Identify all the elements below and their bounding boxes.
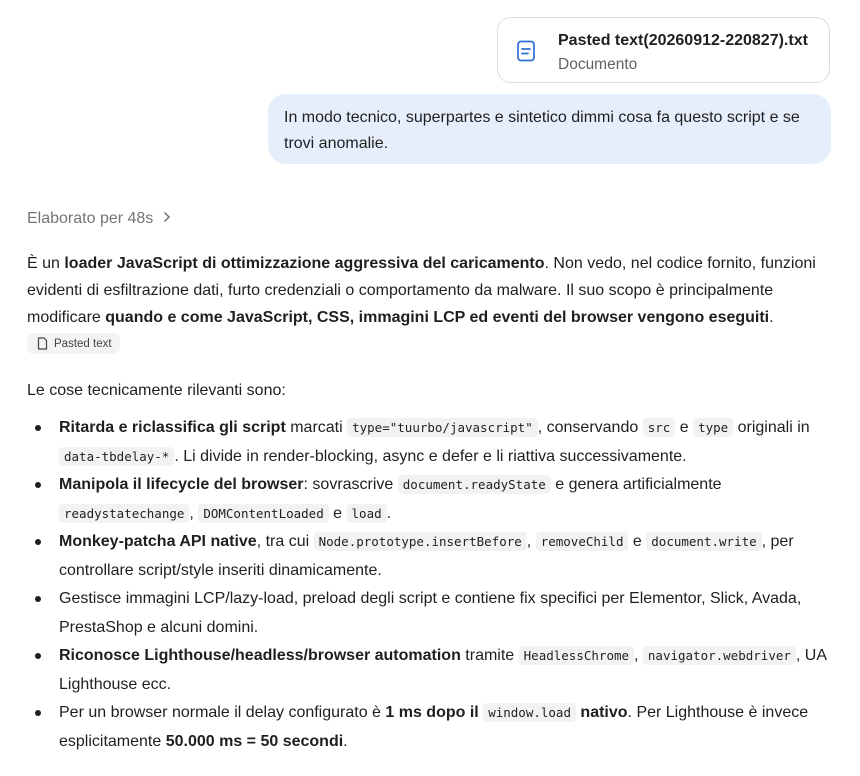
bold-text: 50.000 ms = 50 secondi [165, 732, 344, 750]
code-snippet: data-tbdelay-* [59, 447, 174, 466]
text: È un [27, 255, 65, 272]
text: , [526, 533, 536, 550]
thinking-toggle[interactable] [27, 210, 171, 228]
citation-chip[interactable] [27, 333, 120, 354]
code-snippet: removeChild [536, 532, 629, 551]
list-item [27, 414, 837, 471]
code-snippet: src [643, 418, 676, 437]
text: . [386, 504, 392, 522]
text: , [634, 647, 643, 664]
text: , conservando [537, 419, 643, 436]
assistant-answer [27, 250, 837, 756]
text: tramite [460, 647, 519, 664]
text: , [189, 504, 199, 522]
list-item [27, 699, 837, 756]
citation-label: Pasted text [54, 337, 112, 350]
code-snippet: load [347, 504, 387, 523]
chevron-right-icon [163, 211, 171, 223]
bold-text: Manipola il lifecycle del browser [59, 476, 304, 493]
code-snippet: HeadlessChrome [519, 646, 634, 665]
bold-text: Ritarda e riclassifica gli script [59, 419, 286, 436]
code-snippet: type [693, 418, 733, 437]
text: Per un browser normale il delay configurato è [59, 704, 386, 721]
text: e [328, 504, 347, 522]
code-snippet: document.write [646, 532, 761, 551]
code-snippet: window.load [483, 703, 576, 722]
attachment-type: Documento [558, 56, 638, 73]
document-icon [516, 40, 536, 62]
list-item [27, 471, 837, 528]
text: , tra cui [256, 533, 314, 550]
text: . Per Lighthouse è invece esplicitamente [59, 704, 809, 750]
list-item [27, 528, 837, 585]
answer-lead: Le cose tecnicamente rilevanti sono: [27, 382, 286, 399]
attachment-card[interactable] [497, 17, 830, 83]
bold-text: loader JavaScript di ottimizzazione aggressiva del caricamento [64, 255, 545, 272]
code-snippet: type="tuurbo/javascript" [347, 418, 538, 437]
code-snippet: readystatechange [59, 504, 189, 523]
thinking-label: Elaborato per 48s [27, 210, 154, 227]
bold-text: quando e come JavaScript, CSS, immagini LCP ed eventi del browser vengono eseguiti [105, 309, 770, 326]
answer-list [27, 414, 837, 756]
text: . [343, 732, 348, 750]
text: originali in [733, 419, 810, 436]
code-snippet: document.readyState [398, 475, 551, 494]
bold-text: Riconosce Lighthouse/headless/browser automation [59, 647, 461, 664]
text: : sovrascrive [303, 476, 398, 493]
attachment-filename: Pasted text(20260912-220827).txt [558, 32, 808, 49]
document-icon [37, 337, 48, 350]
text: , UA Lighthouse ecc. [59, 647, 827, 693]
list-item [27, 585, 837, 642]
bold-text: 1 ms dopo il [385, 704, 484, 721]
answer-intro [27, 250, 837, 331]
text: e genera artificialmente [550, 476, 722, 493]
text: e [675, 419, 694, 436]
code-snippet: DOMContentLoaded [198, 504, 328, 523]
text: marcati [285, 419, 348, 436]
list-item [27, 642, 837, 699]
text: Gestisce immagini LCP/lazy-load, preload degli script e contiene fix specifici per Elementor, Slick, Avada, PrestaShop e alcuni domini. [59, 590, 802, 636]
user-message: In modo tecnico, superpartes e sintetico dimmi cosa fa questo script e se trovi anomalie. [268, 94, 831, 164]
bold-text: Monkey-patcha API native [59, 533, 257, 550]
text: . [769, 309, 774, 326]
code-snippet: Node.prototype.insertBefore [314, 532, 527, 551]
text: , per controllare script/style inseriti dinamicamente. [59, 533, 794, 579]
text: e [628, 533, 647, 550]
code-snippet: navigator.webdriver [643, 646, 796, 665]
text: . Li divide in render-blocking, async e defer e li riattiva successivamente. [174, 447, 687, 465]
text: . Non vedo, nel codice fornito, funzioni evidenti di esfiltrazione dati, furto credenziali o comportamento da malware. Il suo scopo è principalmente modificare [27, 255, 816, 326]
bold-text: nativo [575, 704, 628, 721]
